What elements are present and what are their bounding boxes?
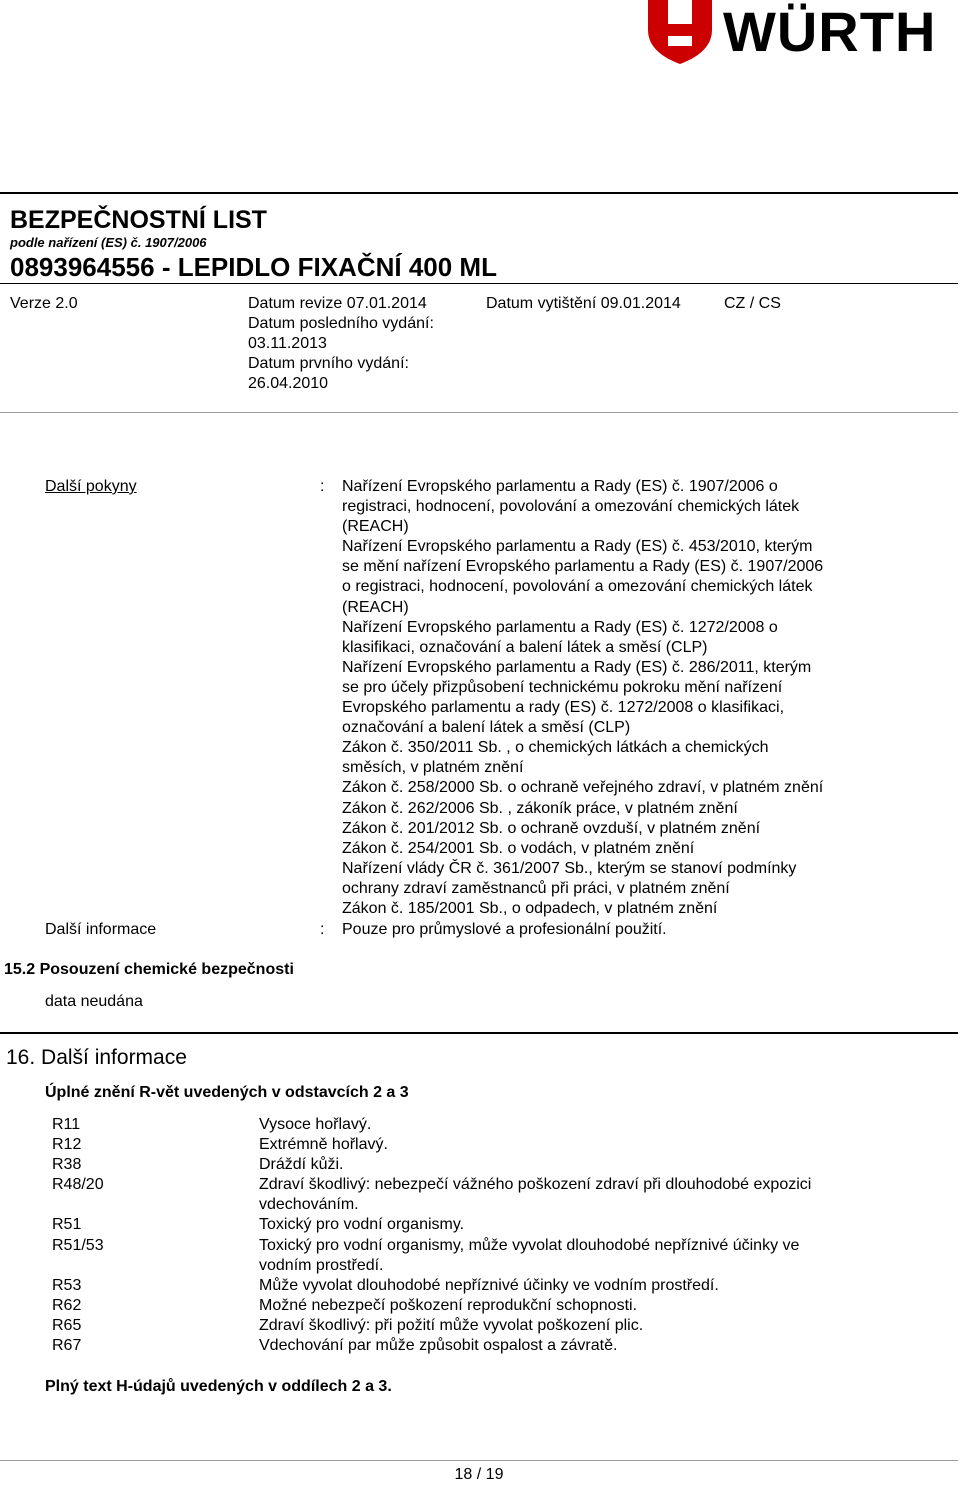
text-line: Zákon č. 262/2006 Sb. , zákoník práce, v platném znění xyxy=(342,799,738,817)
r-phrases-list xyxy=(0,1115,958,1375)
text-line: ochrany zdraví zaměstnanců při práci, v platném znění xyxy=(342,879,730,897)
text-line: registraci, hodnocení, povolování a omezování chemických látek xyxy=(342,498,800,516)
logo-wordmark: WÜRTH xyxy=(723,0,937,63)
r-phrase-text: vodním prostředí. xyxy=(259,1257,384,1274)
wurth-logo-mark-icon xyxy=(648,0,712,64)
text-line: klasifikaci, označování a balení látek a směsí (CLP) xyxy=(342,638,708,656)
section-15-2-text: data neudána xyxy=(45,993,143,1010)
revision-line: 03.11.2013 xyxy=(248,335,327,352)
r-phrases-heading: Úplné znění R-vět uvedených v odstavcích 2 a 3 xyxy=(45,1084,409,1101)
text-line: Zákon č. 201/2012 Sb. o ochraně ovzduší, v platném znění xyxy=(342,819,761,837)
r-phrase-text: Zdraví škodlivý: nebezpečí vážného poškození zdraví při dlouhodobé expozici xyxy=(259,1176,812,1193)
document-title: BEZPEČNOSTNÍ LIST xyxy=(10,206,267,234)
text-line: Zákon č. 350/2011 Sb. , o chemických látkách a chemických xyxy=(342,739,769,757)
r-phrase-code: R65 xyxy=(52,1317,82,1334)
text-line: Nařízení vlády ČR č. 361/2007 Sb., kterým se stanoví podmínky xyxy=(342,859,797,877)
r-phrase-text: Možné nebezpečí poškození reprodukční schopnosti. xyxy=(259,1297,638,1314)
header-mid-rule xyxy=(0,283,958,284)
text-line: Zákon č. 185/2001 Sb., o odpadech, v platném znění xyxy=(342,899,718,917)
regulation-reference: podle nařízení (ES) č. 1907/2006 xyxy=(10,235,207,250)
r-phrase-code: R48/20 xyxy=(52,1176,104,1193)
locale-label: CZ / CS xyxy=(724,295,781,312)
text-line: Evropského parlamentu a rady (ES) č. 1272/2008 o klasifikaci, xyxy=(342,699,785,717)
further-instructions-label: Další pokyny xyxy=(45,478,137,495)
label-colon: : xyxy=(320,921,325,938)
revision-dates xyxy=(248,294,434,394)
r-phrase-code: R51 xyxy=(52,1216,82,1233)
text-line: se pro účely přizpůsobení technickému pokroku mění nařízení xyxy=(342,678,783,696)
text-line: o registraci, hodnocení, povolování a omezování chemických látek xyxy=(342,578,813,596)
further-instructions-text xyxy=(342,477,823,919)
text-line: (REACH) xyxy=(342,518,409,536)
label-colon: : xyxy=(320,478,325,495)
text-line: Nařízení Evropského parlamentu a Rady (ES) č. 1272/2008 o xyxy=(342,618,778,636)
r-phrase-text: Extrémně hořlavý. xyxy=(259,1136,388,1153)
revision-line: 26.04.2010 xyxy=(248,375,329,392)
r-phrase-text: Toxický pro vodní organismy. xyxy=(259,1216,465,1233)
section-16-rule xyxy=(0,1032,958,1034)
r-phrase-text: Vdechování par může způsobit ospalost a závratě. xyxy=(259,1337,618,1354)
r-phrase-code: R53 xyxy=(52,1277,82,1294)
header-top-rule xyxy=(0,192,958,194)
text-line: Nařízení Evropského parlamentu a Rady (ES) č. 453/2010, kterým xyxy=(342,538,813,556)
r-phrase-text: vdechováním. xyxy=(259,1196,359,1213)
version-label: Verze 2.0 xyxy=(10,295,78,312)
revision-line: Datum prvního vydání: xyxy=(248,355,409,372)
r-phrase-code: R38 xyxy=(52,1156,82,1173)
r-phrase-text: Zdraví škodlivý: při požití může vyvolat poškození plic. xyxy=(259,1317,644,1334)
r-phrase-text: Vysoce hořlavý. xyxy=(259,1116,372,1133)
further-info-value: Pouze pro průmyslové a profesionální použití. xyxy=(342,921,667,938)
r-phrase-text: Toxický pro vodní organismy, může vyvolat dlouhodobé nepříznivé účinky ve xyxy=(259,1237,800,1254)
revision-line: Datum revize 07.01.2014 xyxy=(248,295,427,312)
footer-rule xyxy=(0,1460,958,1461)
text-line: Nařízení Evropského parlamentu a Rady (ES) č. 286/2011, kterým xyxy=(342,658,812,676)
text-line: směsích, v platném znění xyxy=(342,759,524,777)
text-line: Zákon č. 258/2000 Sb. o ochraně veřejného zdraví, v platném znění xyxy=(342,779,824,797)
r-phrase-code: R12 xyxy=(52,1136,82,1153)
further-info-label: Další informace xyxy=(45,921,157,938)
h-statements-heading: Plný text H-údajů uvedených v oddílech 2 a 3. xyxy=(45,1378,392,1395)
section-16-title: 16. Další informace xyxy=(6,1046,187,1069)
text-line: označování a balení látek a směsí (CLP) xyxy=(342,719,631,737)
product-name: 0893964556 - LEPIDLO FIXAČNÍ 400 ML xyxy=(10,252,497,282)
section-15-2-title: 15.2 Posouzení chemické bezpečnosti xyxy=(4,961,294,978)
r-phrase-code: R67 xyxy=(52,1337,82,1354)
text-line: se mění nařízení Evropského parlamentu a Rady (ES) č. 1907/2006 xyxy=(342,558,824,576)
print-date: Datum vytištění 09.01.2014 xyxy=(486,295,681,312)
revision-line: Datum posledního vydání: xyxy=(248,315,434,332)
header-bottom-rule xyxy=(0,412,958,413)
text-line: (REACH) xyxy=(342,598,409,616)
wurth-logo xyxy=(648,0,960,64)
r-phrase-text: Může vyvolat dlouhodobé nepříznivé účinky ve vodním prostředí. xyxy=(259,1277,719,1294)
page-number: 18 / 19 xyxy=(454,1466,504,1483)
text-line: Nařízení Evropského parlamentu a Rady (ES) č. 1907/2006 o xyxy=(342,478,778,495)
r-phrase-code: R51/53 xyxy=(52,1237,104,1254)
r-phrase-text: Dráždí kůži. xyxy=(259,1156,344,1173)
r-phrase-code: R62 xyxy=(52,1297,82,1314)
text-line: Zákon č. 254/2001 Sb. o vodách, v platném znění xyxy=(342,839,695,857)
r-phrase-code: R11 xyxy=(52,1116,81,1133)
